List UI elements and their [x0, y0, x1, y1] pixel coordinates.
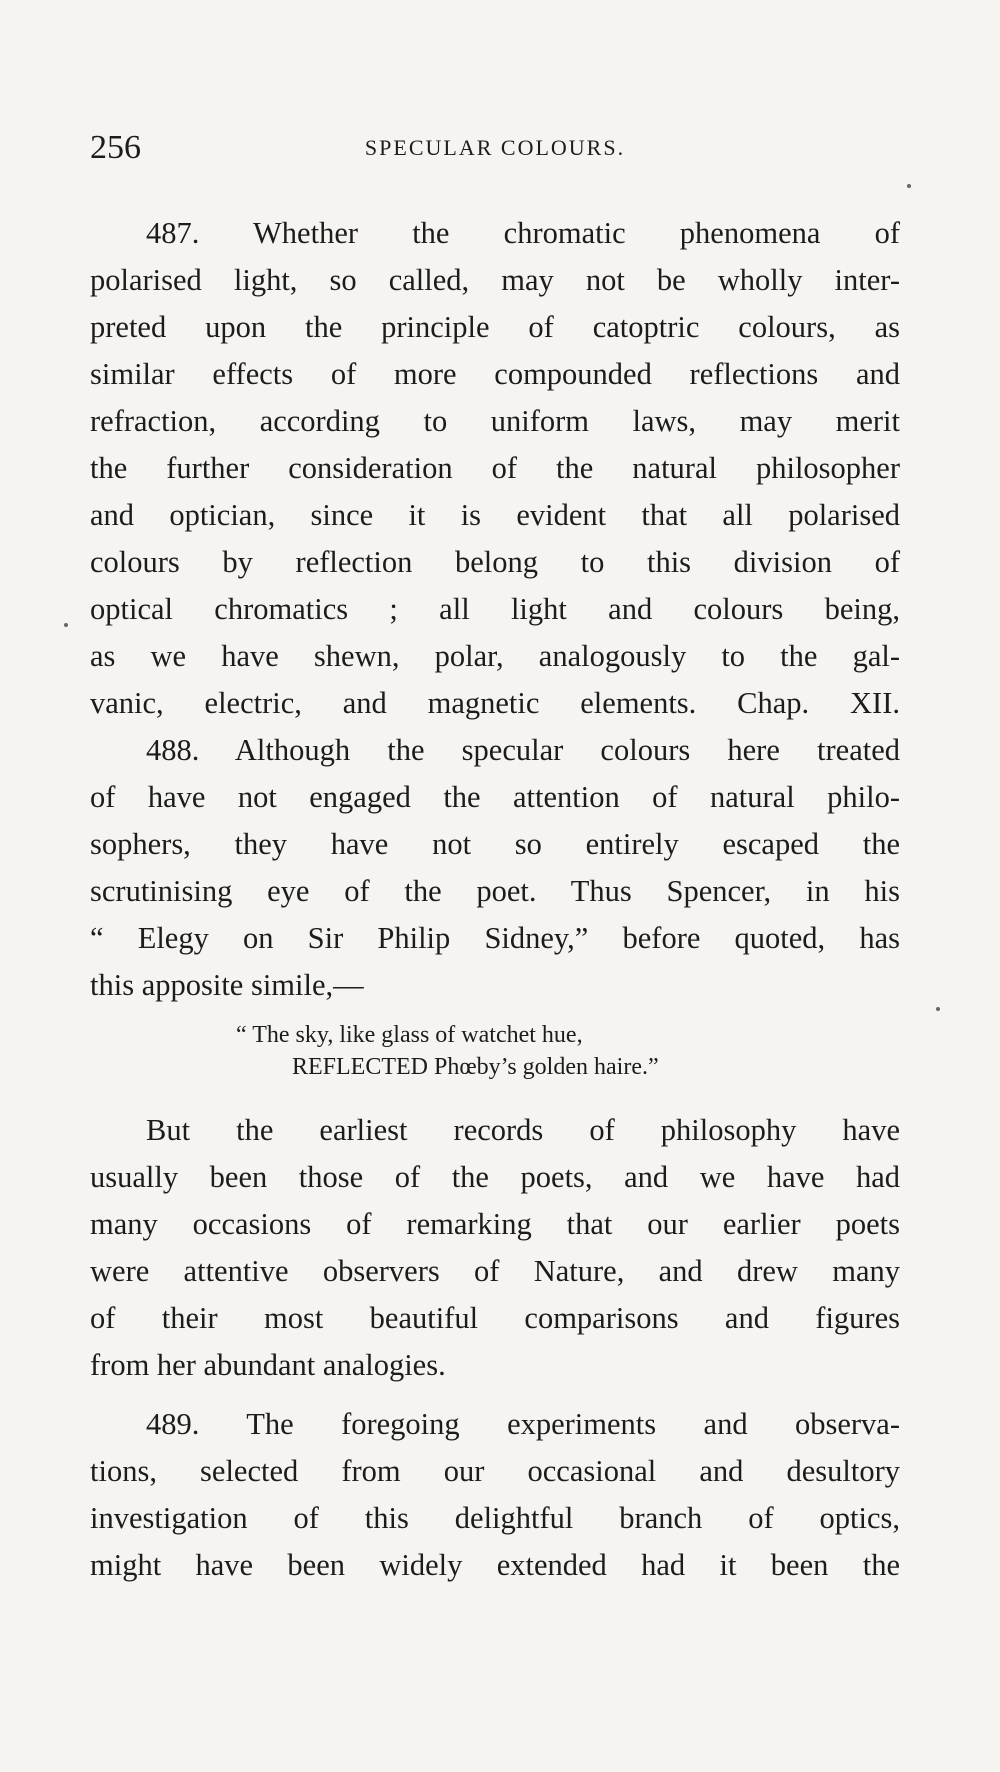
- text-line: But the earliest records of philosophy have: [146, 1113, 900, 1147]
- print-speck: [64, 623, 68, 627]
- text-line: 487. Whether the chromatic phenomena of: [146, 216, 900, 250]
- text-line: of their most beautiful comparisons and figures: [90, 1301, 900, 1335]
- text-line: vanic, electric, and magnetic elements. Chap. XII.: [90, 686, 900, 720]
- text-line: investigation of this delightful branch of optics,: [90, 1501, 900, 1535]
- text-line: this apposite simile,—: [90, 968, 364, 1002]
- text-line: as we have shewn, polar, analogously to the gal-: [90, 639, 900, 673]
- paragraph-spacing: [90, 1389, 900, 1401]
- paragraph-488: [90, 727, 900, 1009]
- text-line: usually been those of the poets, and we have had: [90, 1160, 900, 1194]
- text-line: and optician, since it is evident that all polarised: [90, 498, 900, 532]
- poem-quotation: [90, 1019, 900, 1083]
- text-line: were attentive observers of Nature, and drew many: [90, 1254, 900, 1288]
- text-line: refraction, according to uniform laws, may merit: [90, 404, 900, 438]
- body-text: [90, 210, 900, 1589]
- text-line: scrutinising eye of the poet. Thus Spencer, in his: [90, 874, 900, 908]
- text-line: many occasions of remarking that our earlier poets: [90, 1207, 900, 1241]
- text-line: 488. Although the specular colours here treated: [146, 733, 900, 767]
- print-speck: [936, 1007, 940, 1011]
- text-line: from her abundant analogies.: [90, 1348, 446, 1382]
- quote-line: “ The sky, like glass of watchet hue,: [236, 1022, 583, 1048]
- quote-line: REFLECTED Phœby’s golden haire.”: [292, 1054, 659, 1080]
- text-line: sophers, they have not so entirely escaped the: [90, 827, 900, 861]
- text-line: 489. The foregoing experiments and observa-: [146, 1407, 900, 1441]
- text-line: optical chromatics ; all light and colours being,: [90, 592, 900, 626]
- text-line: “ Elegy on Sir Philip Sidney,” before quoted, has: [90, 921, 900, 955]
- page-number: 256: [90, 129, 141, 166]
- paragraph-487: [90, 210, 900, 727]
- text-line: polarised light, so called, may not be wholly inter-: [90, 263, 900, 297]
- text-line: the further consideration of the natural philosopher: [90, 451, 900, 485]
- running-head: [90, 128, 900, 168]
- text-line: preted upon the principle of catoptric colours, as: [90, 310, 900, 344]
- text-line: colours by reflection belong to this division of: [90, 545, 900, 579]
- paragraph-489: [90, 1401, 900, 1589]
- text-line: similar effects of more compounded reflections and: [90, 357, 900, 391]
- page-title: SPECULAR COLOURS.: [364, 135, 626, 160]
- text-line: tions, selected from our occasional and desultory: [90, 1454, 900, 1488]
- text-line: of have not engaged the attention of natural philo-: [90, 780, 900, 814]
- paragraph-continuation: [90, 1107, 900, 1389]
- print-speck: [907, 184, 911, 188]
- text-line: might have been widely extended had it been the: [90, 1548, 900, 1582]
